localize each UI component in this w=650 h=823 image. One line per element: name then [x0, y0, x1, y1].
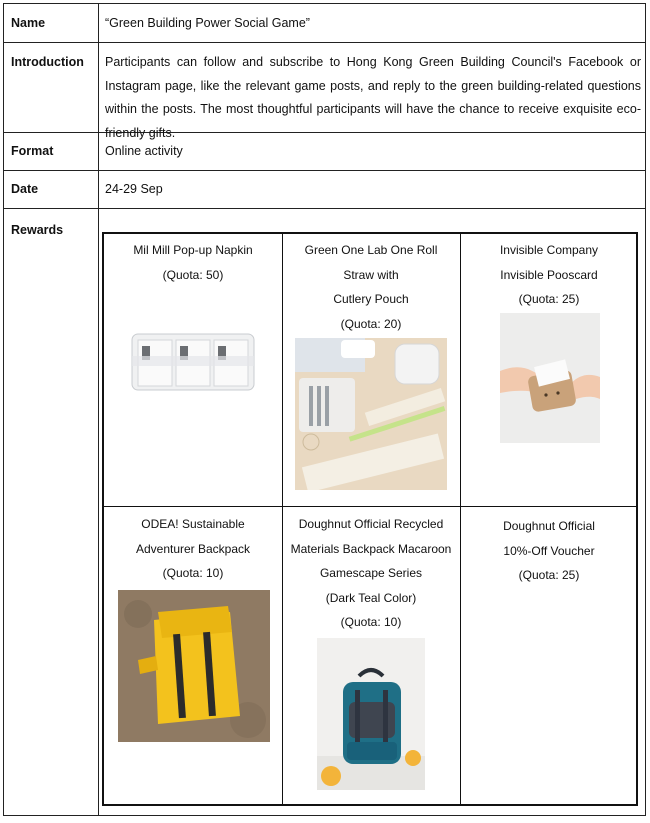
reward-title: Materials Backpack Macaroon	[290, 541, 452, 556]
pooscard-photo	[500, 313, 600, 443]
row-format	[4, 133, 645, 171]
value-date: 24-29 Sep	[105, 182, 163, 196]
reward-title: ODEA! Sustainable	[141, 517, 245, 531]
reward-title: Cutlery Pouch	[333, 292, 409, 306]
reward-cell	[282, 512, 460, 635]
label-format: Format	[11, 144, 54, 158]
row-name	[4, 4, 645, 43]
reward-quota: (Quota: 25)	[518, 292, 580, 306]
value-introduction: Participants can follow and subscribe to Hong Kong Green Building Council's Facebook or Instagram page, like the relevant game posts, and reply to the green building-related questions within the posts. The most thoughtful participants will have the chance to receive exquisite eco-friendly gifts.	[105, 55, 641, 140]
reward-title: Gamescape Series	[319, 566, 423, 580]
reward-quota: (Quota: 20)	[340, 316, 402, 331]
reward-title: Doughnut Official Recycled	[298, 517, 444, 531]
grid-divider	[104, 506, 636, 507]
straw-photo	[295, 338, 447, 490]
reward-cell	[460, 238, 638, 312]
reward-cell	[282, 238, 460, 336]
reward-title: Adventurer Backpack	[135, 541, 251, 556]
row-date	[4, 171, 645, 209]
value-format: Online activity	[105, 144, 183, 158]
teal-backpack-photo	[317, 638, 425, 790]
reward-quota: (Quota: 10)	[340, 615, 402, 629]
yellow-backpack-photo	[118, 590, 270, 742]
rewards-grid	[102, 232, 638, 806]
reward-title: Green One Lab One Roll	[304, 243, 438, 257]
reward-quota: (Quota: 50)	[162, 267, 224, 282]
label-date: Date	[11, 182, 39, 196]
reward-quota: (Quota: 10)	[162, 566, 224, 580]
row-introduction	[4, 43, 645, 140]
label-introduction: Introduction	[11, 55, 84, 69]
reward-title: 10%-Off Voucher	[503, 543, 595, 558]
reward-cell	[104, 238, 282, 287]
napkin-photo	[128, 326, 258, 396]
label-rewards: Rewards	[11, 223, 64, 237]
reward-cell	[460, 514, 638, 588]
reward-title: Straw with	[343, 267, 399, 282]
reward-title: Invisible Pooscard	[500, 267, 598, 282]
reward-title: Invisible Company	[499, 243, 599, 257]
label-name: Name	[11, 16, 46, 30]
reward-title: Mil Mill Pop-up Napkin	[133, 243, 253, 257]
reward-quota: (Quota: 25)	[518, 568, 580, 582]
value-name: “Green Building Power Social Game”	[105, 16, 310, 30]
reward-title: (Dark Teal Color)	[325, 590, 417, 605]
reward-title: Doughnut Official	[503, 519, 595, 533]
reward-cell	[104, 512, 282, 586]
